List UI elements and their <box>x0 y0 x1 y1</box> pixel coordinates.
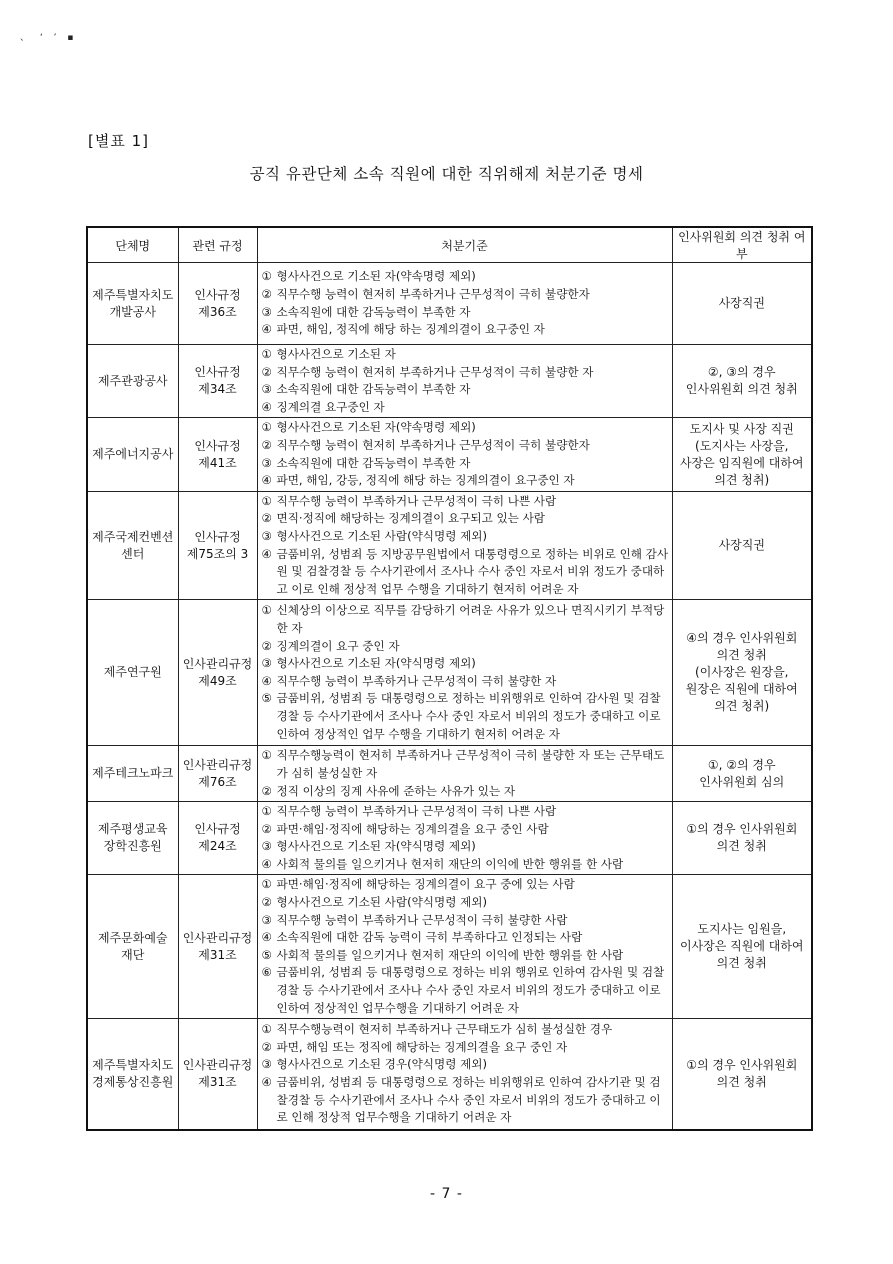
org-name-line: 제주특별자치도 <box>92 1057 174 1072</box>
criteria-number: ③ <box>261 1057 272 1072</box>
regulation-line: 인사규정 <box>194 365 241 380</box>
regulation-line: 제36조 <box>198 304 237 319</box>
regulation-line: 인사관리규정 <box>182 930 253 945</box>
table-body <box>87 263 812 1130</box>
criteria-number: ⑤ <box>261 947 272 962</box>
regulation-line: 인사규정 <box>194 287 241 302</box>
header-standard: 처분기준 <box>257 227 672 263</box>
criteria-item <box>262 364 669 382</box>
table-row <box>87 491 812 600</box>
opinion-cell <box>672 491 812 600</box>
org-name-cell <box>87 263 178 345</box>
criteria-item <box>262 747 669 782</box>
criteria-cell <box>257 1019 672 1130</box>
criteria-cell <box>257 875 672 1019</box>
criteria-number: ② <box>261 364 272 379</box>
table-row <box>87 263 812 345</box>
criteria-item <box>262 876 669 894</box>
table-row <box>87 875 812 1019</box>
criteria-item <box>262 1021 669 1039</box>
org-name-line: 제주에너지공사 <box>92 447 174 462</box>
opinion-line: 의견 청취 <box>716 956 767 971</box>
criteria-number: ① <box>261 748 272 763</box>
opinion-line: ①, ②의 경우 <box>707 757 776 772</box>
criteria-number: ② <box>261 286 272 301</box>
criteria-text: 파면·해임·정직에 해당하는 징계의결이 요구 중에 있는 사람 <box>276 877 575 892</box>
criteria-text: 형사사건으로 기소된 자(약식명령 제외) <box>276 656 476 671</box>
org-name-cell <box>87 345 178 418</box>
criteria-number: ⑥ <box>261 965 272 980</box>
criteria-number: ② <box>261 638 272 653</box>
criteria-text: 사회적 물의를 일으키거나 현저히 재단의 이익에 반한 행위를 한 사람 <box>276 856 624 871</box>
criteria-text: 직무수행 능력이 부족하거나 근무성적이 극히 불량한 자 <box>276 673 557 688</box>
opinion-cell <box>672 263 812 345</box>
criteria-text: 소속직원에 대한 감독능력이 부족한 자 <box>276 382 471 397</box>
org-name-cell <box>87 600 178 746</box>
opinion-line: (도지사는 사장을, <box>695 438 789 453</box>
criteria-text: 소속직원에 대한 감독능력이 부족한 자 <box>276 304 471 319</box>
criteria-number: ⑤ <box>261 691 272 706</box>
criteria-item <box>262 546 669 599</box>
regulation-line: 인사관리규정 <box>182 656 253 671</box>
criteria-item <box>262 493 669 511</box>
criteria-item <box>262 783 669 801</box>
criteria-number: ③ <box>261 839 272 854</box>
opinion-cell <box>672 875 812 1019</box>
criteria-number: ③ <box>261 528 272 543</box>
regulation-line: 인사관리규정 <box>182 757 253 772</box>
regulation-line: 인사규정 <box>194 822 241 837</box>
regulation-cell <box>178 746 257 802</box>
regulation-line: 인사관리규정 <box>182 1057 253 1072</box>
opinion-line: 인사위원회 심의 <box>699 774 785 789</box>
org-name-line: 제주국제컨벤션 <box>92 529 174 544</box>
regulation-cell <box>178 1019 257 1130</box>
opinion-cell <box>672 802 812 875</box>
regulation-line: 제24조 <box>198 839 237 854</box>
regulation-cell <box>178 263 257 345</box>
table-row <box>87 746 812 802</box>
criteria-number: ② <box>261 895 272 910</box>
criteria-item <box>262 838 669 856</box>
criteria-item <box>262 321 669 339</box>
criteria-number: ① <box>261 877 272 892</box>
criteria-text: 직무수행 능력이 부족하거나 근무성적이 극히 나쁜 사람 <box>276 804 557 819</box>
criteria-item <box>262 602 669 637</box>
criteria-number: ② <box>261 1039 272 1054</box>
opinion-line: 사장직권 <box>718 538 765 553</box>
regulation-line: 제75조의 3 <box>186 546 249 561</box>
opinion-line: 의견 청취) <box>714 699 770 714</box>
opinion-line: 도지사는 임원을, <box>697 922 787 937</box>
criteria-item <box>262 821 669 839</box>
criteria-item <box>262 1039 669 1057</box>
opinion-line: 사장직권 <box>718 296 765 310</box>
scan-corner-marks: 、 ‘ ’ ▪ <box>20 33 78 43</box>
criteria-text: 소속직원에 대한 감독 능력이 극히 부족하다고 인정되는 사람 <box>276 930 583 945</box>
criteria-item <box>262 912 669 930</box>
criteria-item <box>262 638 669 656</box>
criteria-number: ② <box>261 437 272 452</box>
page-title: 공직 유관단체 소속 직원에 대한 직위해제 처분기준 명세 <box>249 165 644 183</box>
criteria-cell <box>257 345 672 418</box>
criteria-number: ④ <box>261 673 272 688</box>
criteria-number: ② <box>261 783 272 798</box>
criteria-item <box>262 964 669 1017</box>
criteria-text: 금품비위, 성범죄 등 대통령령으로 정하는 비위행위로 인하여 감사원 및 검찰경찰 등 수사기관에서 조사나 수사 중인 자로서 비위의 정도가 중대하고 이로 인하여 정상적인 업무 수행을 기대하기 현저히 어려운 자 <box>276 691 661 741</box>
criteria-text: 형사사건으로 기소된 자(약속명령 제외) <box>276 269 476 284</box>
criteria-text: 사회적 물의를 일으키거나 현저히 재단의 이익에 반한 행위를 한 사람 <box>276 947 624 962</box>
criteria-number: ④ <box>261 399 272 414</box>
criteria-item <box>262 856 669 874</box>
opinion-line: 의견 청취 <box>716 648 767 663</box>
org-name-line: 재단 <box>121 947 145 962</box>
org-name-cell <box>87 746 178 802</box>
org-name-cell <box>87 418 178 491</box>
header-org: 단체명 <box>87 227 178 263</box>
opinion-line: ①의 경우 인사위원회 <box>686 822 798 837</box>
criteria-number: ③ <box>261 912 272 927</box>
opinion-line: ①의 경우 인사위원회 <box>686 1057 798 1072</box>
criteria-number: ④ <box>261 930 272 945</box>
regulation-line: 인사규정 <box>194 529 241 544</box>
criteria-text: 파면·해임·정직에 해당하는 징계의결을 요구 중인 사람 <box>276 821 549 836</box>
criteria-text: 신체상의 이상으로 직무를 감당하기 어려운 사유가 있으나 면직시키기 부적당한 자 <box>276 603 665 636</box>
criteria-text: 형사사건으로 기소된 경우(약식명령 제외) <box>276 1057 487 1072</box>
regulation-cell <box>178 345 257 418</box>
criteria-number: ④ <box>261 1074 272 1089</box>
opinion-line: 이사장은 직원에 대하여 <box>679 939 804 954</box>
table-row <box>87 600 812 746</box>
opinion-line: (이사장은 원장을, <box>695 665 789 680</box>
criteria-text: 면직·정직에 해당하는 징계의결이 요구되고 있는 사람 <box>276 511 546 526</box>
criteria-text: 파면, 해임 또는 정직에 해당하는 징계의결을 요구 중인 자 <box>276 1039 568 1054</box>
org-name-line: 센터 <box>121 546 145 561</box>
criteria-number: ① <box>261 1022 272 1037</box>
criteria-text: 형사사건으로 기소된 사람(약식명령 제외) <box>276 528 487 543</box>
criteria-number: ① <box>261 493 272 508</box>
org-name-line: 장학진흥원 <box>103 839 162 854</box>
criteria-cell <box>257 491 672 600</box>
opinion-line: 도지사 및 사장 직권 <box>689 421 794 436</box>
opinion-cell <box>672 600 812 746</box>
opinion-line: 사장은 임직원에 대하여 <box>679 455 804 470</box>
criteria-text: 금품비위, 성범죄 등 지방공무원법에서 대통령령으로 정하는 비위로 인해 감사원 및 검찰경찰 등 수사기관에서 조사나 수사 중인 자로서 비위 정도가 중대하고 이로 인해 정상적 업무 수행을 기대하기 현저히 어려운 자 <box>276 546 669 596</box>
criteria-item <box>262 690 669 743</box>
criteria-item <box>262 510 669 528</box>
org-name-cell <box>87 802 178 875</box>
criteria-item <box>262 268 669 286</box>
table-row <box>87 1019 812 1130</box>
criteria-item <box>262 304 669 322</box>
criteria-cell <box>257 802 672 875</box>
org-name-line: 제주연구원 <box>103 665 162 680</box>
opinion-line: 원장은 직원에 대하여 <box>685 682 798 697</box>
criteria-text: 금품비위, 성범죄 등 대통령령으로 정하는 비위 행위로 인하여 감사원 및 검찰경찰 등 수사기관에서 조사나 수사 중인 자로서 비위의 정도가 중대하고 이로 인하여 정상적인 업무수행을 기대하기 어려운 자 <box>276 965 665 1015</box>
opinion-cell <box>672 345 812 418</box>
criteria-text: 파면, 해임, 강등, 정직에 해당 하는 징계의결이 요구중인 자 <box>276 473 575 488</box>
page-number: - 7 - <box>430 1186 463 1202</box>
opinion-cell <box>672 1019 812 1130</box>
criteria-text: 징계의결이 요구 중인 자 <box>276 638 400 653</box>
criteria-item <box>262 803 669 821</box>
criteria-number: ① <box>261 804 272 819</box>
criteria-item <box>262 346 669 364</box>
criteria-text: 직무수행 능력이 부족하거나 근무성적이 극히 불량한 사람 <box>276 912 568 927</box>
criteria-number: ③ <box>261 656 272 671</box>
header-opinion: 인사위원회 의견 청취 여부 <box>672 227 812 263</box>
attachment-tag: [별표 1] <box>88 132 149 150</box>
org-name-line: 제주관광공사 <box>97 373 168 388</box>
criteria-number: ③ <box>261 382 272 397</box>
regulation-cell <box>178 418 257 491</box>
regulation-line: 제49조 <box>198 673 237 688</box>
regulation-line: 제34조 <box>198 382 237 397</box>
opinion-cell <box>672 418 812 491</box>
criteria-text: 형사사건으로 기소된 자 <box>276 347 396 361</box>
org-name-line: 제주문화예술 <box>97 930 168 945</box>
criteria-text: 소속직원에 대한 감독능력이 부족한 자 <box>276 455 471 470</box>
criteria-item <box>262 381 669 399</box>
opinion-line: 의견 청취 <box>716 839 767 854</box>
org-name-line: 제주테크노파크 <box>92 766 174 781</box>
criteria-item <box>262 419 669 437</box>
regulation-line: 인사규정 <box>194 438 241 453</box>
criteria-item <box>262 286 669 304</box>
criteria-number: ① <box>261 420 272 435</box>
criteria-text: 직무수행 능력이 부족하거나 근무성적이 극히 나쁜 사람 <box>276 493 557 508</box>
opinion-line: ②, ③의 경우 <box>707 365 776 380</box>
criteria-text: 정직 이상의 징계 사유에 준하는 사유가 있는 자 <box>276 783 516 798</box>
regulation-cell <box>178 802 257 875</box>
criteria-number: ③ <box>261 455 272 470</box>
criteria-text: 금품비위, 성범죄 등 대통령령으로 정하는 비위행위로 인하여 감사기관 및 검찰경찰 등 수사기관에서 조사나 수사 중인 자로서 비위의 정도가 중대하고 이로 인해 정상적 업무수행을 기대하기 어려운 자 <box>276 1074 661 1125</box>
regulation-line: 제31조 <box>198 1074 237 1089</box>
criteria-number: ② <box>261 511 272 526</box>
criteria-text: 직무수행 능력이 현저히 부족하거나 근무성적이 극히 불량한 자 <box>276 364 594 379</box>
opinion-line: 인사위원회 의견 청취 <box>685 382 798 397</box>
header-regulation: 관련 규정 <box>178 227 257 263</box>
criteria-text: 직무수행능력이 현저히 부족하거나 근무성적이 극히 불량한 자 또는 근무태도가 심히 불성실한 자 <box>276 748 665 780</box>
criteria-item <box>262 929 669 947</box>
org-name-line: 경제통상진흥원 <box>92 1074 174 1089</box>
regulation-cell <box>178 875 257 1019</box>
criteria-number: ④ <box>261 322 272 337</box>
regulation-line: 제41조 <box>198 455 237 470</box>
criteria-number: ① <box>261 269 272 284</box>
criteria-cell <box>257 746 672 802</box>
opinion-line: 의견 청취) <box>714 472 770 487</box>
org-name-cell <box>87 491 178 600</box>
criteria-item <box>262 673 669 691</box>
criteria-item <box>262 894 669 912</box>
criteria-text: 파면, 해임, 정직에 해당 하는 징계의결이 요구중인 자 <box>276 322 545 337</box>
criteria-number: ④ <box>261 546 272 561</box>
criteria-number: ① <box>261 347 272 361</box>
regulation-line: 제76조 <box>198 774 237 789</box>
table-row <box>87 802 812 875</box>
criteria-number: ④ <box>261 473 272 488</box>
table-row <box>87 418 812 491</box>
criteria-cell <box>257 418 672 491</box>
table-row <box>87 345 812 418</box>
criteria-item <box>262 1056 669 1074</box>
criteria-text: 직무수행능력이 현저히 부족하거나 근무태도가 심히 불성실한 경우 <box>276 1022 613 1037</box>
org-name-cell <box>87 1019 178 1130</box>
criteria-text: 형사사건으로 기소된 사람(약식명령 제외) <box>276 895 487 910</box>
regulation-line: 제31조 <box>198 947 237 962</box>
opinion-line: ④의 경우 인사위원회 <box>686 631 798 646</box>
org-name-line: 제주특별자치도 <box>92 287 174 302</box>
org-name-cell <box>87 875 178 1019</box>
criteria-item <box>262 437 669 455</box>
criteria-number: ③ <box>261 304 272 319</box>
criteria-cell <box>257 263 672 345</box>
table-header-row <box>87 227 812 263</box>
opinion-cell <box>672 746 812 802</box>
criteria-number: ④ <box>261 856 272 871</box>
criteria-text: 직무수행 능력이 현저히 부족하거나 근무성적이 극히 불량한자 <box>276 286 590 301</box>
regulation-cell <box>178 491 257 600</box>
criteria-item <box>262 947 669 965</box>
criteria-item <box>262 1074 669 1127</box>
criteria-text: 형사사건으로 기소된 자(약식명령 제외) <box>276 839 476 854</box>
org-name-line: 제주평생교육 <box>97 822 168 837</box>
criteria-table <box>86 226 813 1131</box>
criteria-text: 징계의결 요구중인 자 <box>276 399 385 414</box>
criteria-text: 직무수행 능력이 현저히 부족하거나 근무성적이 극히 불량한자 <box>276 437 590 452</box>
criteria-number: ② <box>261 821 272 836</box>
org-name-line: 개발공사 <box>109 304 156 319</box>
criteria-item <box>262 655 669 673</box>
criteria-text: 형사사건으로 기소된 자(약속명령 제외) <box>276 420 476 435</box>
opinion-line: 의견 청취 <box>716 1074 767 1089</box>
criteria-item <box>262 399 669 417</box>
criteria-item <box>262 472 669 490</box>
criteria-number: ① <box>261 603 272 618</box>
regulation-cell <box>178 600 257 746</box>
criteria-item <box>262 455 669 473</box>
criteria-item <box>262 528 669 546</box>
criteria-cell <box>257 600 672 746</box>
